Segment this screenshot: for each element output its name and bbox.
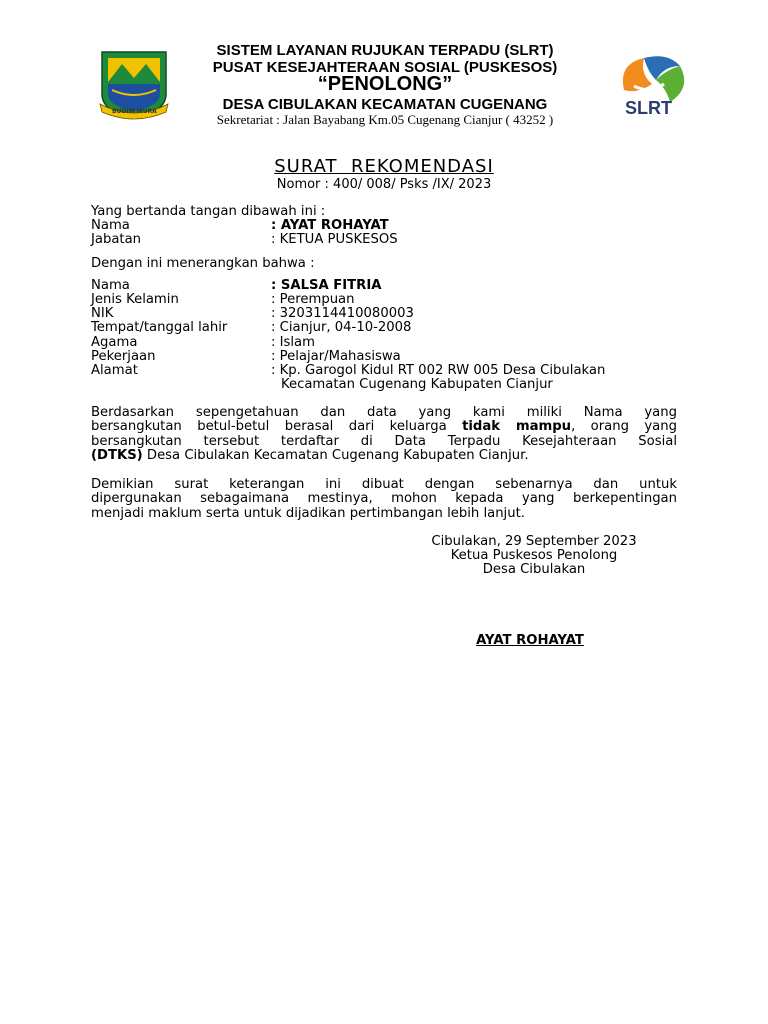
- signatory-position-label: Jabatan: [91, 232, 142, 247]
- statement-emphasis: tidak mampu: [462, 419, 572, 435]
- subject-gender-value: : Perempuan: [271, 292, 355, 307]
- subject-birth-label: Tempat/tanggal lahir: [91, 320, 228, 335]
- subject-occupation-label: Pekerjaan: [91, 349, 156, 364]
- subject-name-label: Nama: [91, 278, 130, 293]
- place-date: Cibulakan, 29 September 2023: [431, 534, 637, 549]
- subject-address-value: : Kp. Garogol Kidul RT 002 RW 005 Desa Cibulakan: [271, 363, 606, 378]
- subject-gender-label: Jenis Kelamin: [91, 292, 179, 307]
- statement-line-3: bersangkutan tersebut terdaftar di Data Terpadu Kesejahteraan Sosial: [91, 433, 677, 449]
- subject-religion-value: : Islam: [271, 335, 315, 350]
- signatory-name-value: : AYAT ROHAYAT: [271, 218, 389, 233]
- crest-motto: BUDIM MURA: [112, 108, 157, 115]
- letterhead-system-name: SISTEM LAYANAN RUJUKAN TERPADU (SLRT): [216, 42, 554, 59]
- document-number: Nomor : 400/ 008/ Psks /IX/ 2023: [276, 177, 492, 192]
- subject-name-value: : SALSA FITRIA: [271, 278, 382, 293]
- subject-address-continuation: Kecamatan Cugenang Kabupaten Cianjur: [281, 377, 553, 392]
- closing-line-1: Demikian surat keterangan ini dibuat dengan sebenarnya dan untuk: [91, 477, 677, 492]
- dtks-label: (DTKS): [91, 447, 143, 463]
- document-title: SURAT REKOMENDASI: [274, 156, 494, 177]
- statement-line-2-text: bersangkutan betul-betul berasal dari keluarga: [91, 419, 463, 435]
- signer-name: AYAT ROHAYAT: [476, 633, 584, 648]
- subject-religion-label: Agama: [91, 335, 138, 350]
- subject-nik-label: NIK: [91, 306, 114, 321]
- letterhead-village: DESA CIBULAKAN KECAMATAN CUGENANG: [222, 96, 548, 113]
- statement-paragraph: [91, 406, 677, 463]
- letterhead-center-name: PUSAT KESEJAHTERAAN SOSIAL (PUSKESOS): [212, 59, 558, 76]
- signatory-position-value: : KETUA PUSKESOS: [271, 232, 398, 247]
- signatory-intro: Yang bertanda tangan dibawah ini :: [91, 204, 326, 219]
- signatory-name-label: Nama: [91, 218, 130, 233]
- statement-line-2-end: , orang yang: [571, 419, 677, 435]
- statement-line-4-text: Desa Cibulakan Kecamatan Cugenang Kabupaten Cianjur.: [142, 447, 529, 463]
- subject-birth-value: : Cianjur, 04-10-2008: [271, 320, 412, 335]
- slrt-logo-text: SLRT: [625, 98, 672, 118]
- closing-line-3: menjadi maklum serta untuk dijadikan pertimbangan lebih lanjut.: [91, 505, 525, 521]
- signer-village: Desa Cibulakan: [482, 562, 586, 577]
- signer-position: Ketua Puskesos Penolong: [450, 548, 618, 563]
- closing-line-2: dipergunakan sebagaimana mestinya, mohon kepada yang berkepentingan: [91, 491, 677, 507]
- letterhead-address: Sekretariat : Jalan Bayabang Km.05 Cugenang Cianjur ( 43252 ): [216, 112, 554, 127]
- subject-intro: Dengan ini menerangkan bahwa :: [91, 256, 315, 271]
- subject-address-label: Alamat: [91, 363, 138, 378]
- subject-occupation-value: : Pelajar/Mahasiswa: [271, 349, 401, 364]
- letterhead-motto: “PENOLONG”: [317, 73, 453, 95]
- closing-paragraph: [91, 478, 677, 521]
- statement-line-4: [91, 449, 677, 463]
- statement-line-2: [91, 420, 677, 434]
- statement-line-1: Berdasarkan sepengetahuan dan data yang kami miliki Nama yang: [91, 405, 677, 420]
- subject-nik-value: : 3203114410080003: [271, 306, 414, 321]
